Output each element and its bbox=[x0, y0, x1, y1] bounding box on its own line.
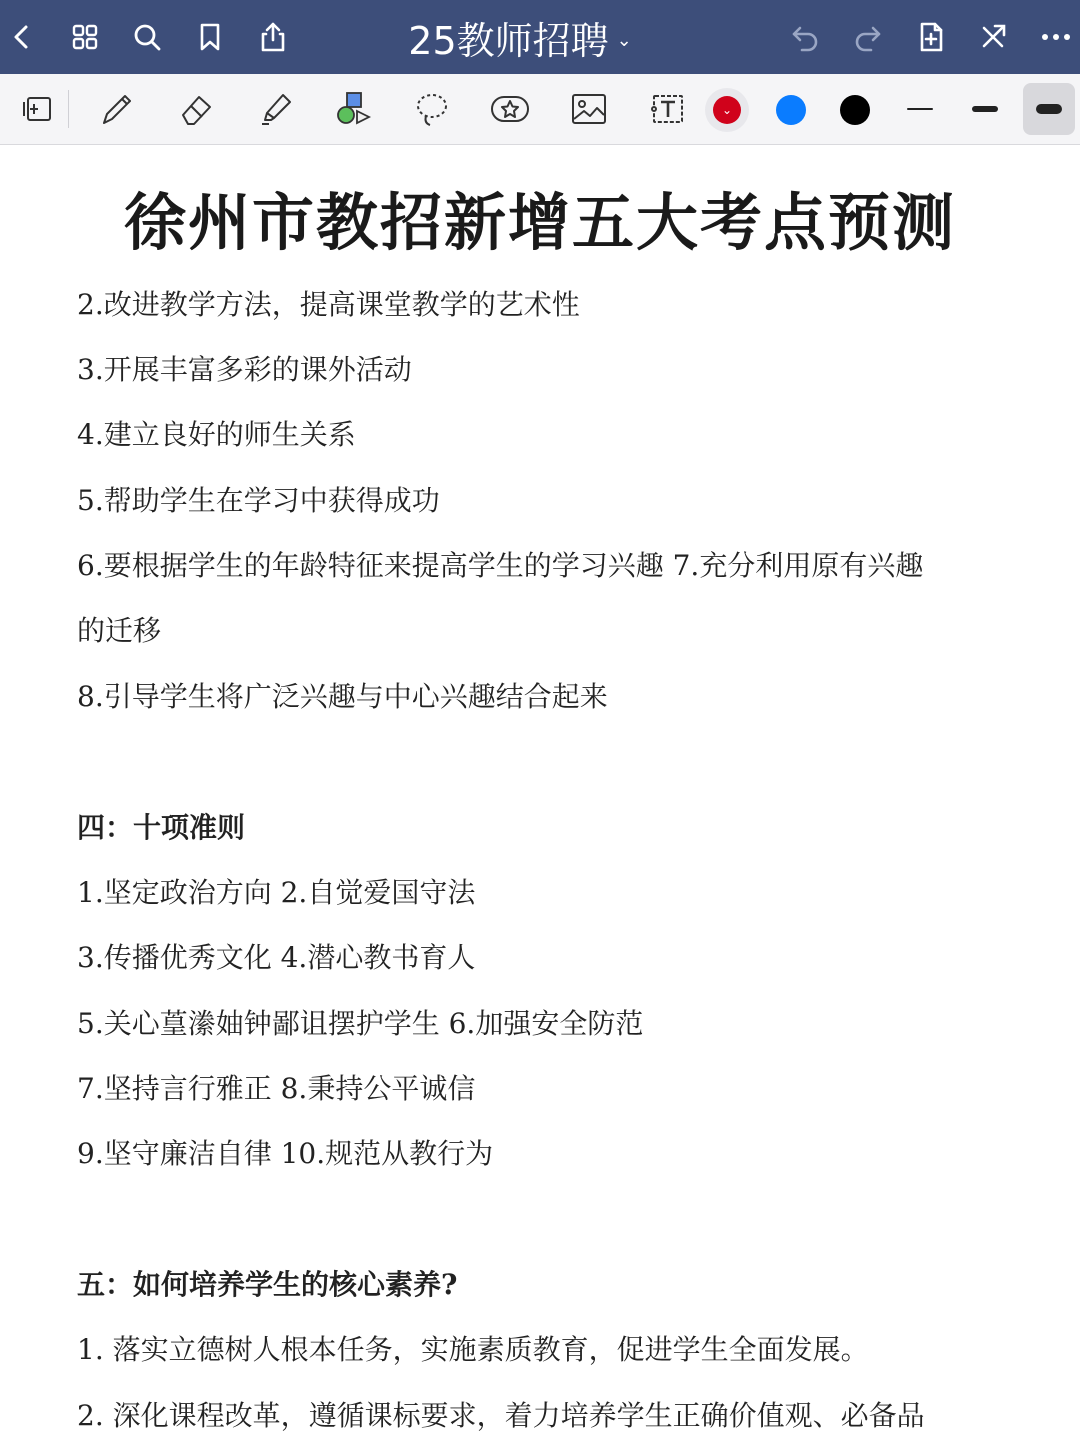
list-item: 3.传播优秀文化 4.潜心教书育人 bbox=[77, 941, 476, 974]
color-swatch-red-selected[interactable] bbox=[705, 88, 749, 132]
lasso-icon[interactable] bbox=[404, 81, 460, 137]
list-item: 8.引导学生将广泛兴趣与中心兴趣结合起来 bbox=[77, 680, 608, 713]
grid-icon[interactable] bbox=[65, 17, 105, 57]
page-title: 徐州市教招新增五大考点预测 bbox=[123, 186, 956, 259]
more-icon[interactable] bbox=[1036, 17, 1076, 57]
list-item: 1.坚定政治方向 2.自觉爱国守法 bbox=[77, 876, 476, 909]
stroke-thick[interactable] bbox=[1036, 104, 1062, 114]
bookmark-icon[interactable] bbox=[190, 17, 230, 57]
shapes-icon[interactable] bbox=[325, 81, 381, 137]
color-swatch-black[interactable] bbox=[840, 95, 870, 125]
add-page-icon[interactable] bbox=[911, 17, 951, 57]
text-icon[interactable] bbox=[639, 81, 695, 137]
drawing-toolbar bbox=[0, 74, 1080, 145]
page-view-icon[interactable] bbox=[10, 81, 66, 137]
list-item: 6.要根据学生的年龄特征来提高学生的学习兴趣 7.充分利用原有兴趣 bbox=[77, 549, 924, 582]
list-item: 2. 深化课程改革，遵循课标要求，着力培养学生正确价值观、必备品 bbox=[77, 1399, 925, 1432]
document-title-menu[interactable] bbox=[330, 0, 710, 74]
list-item: 7.坚持言行雅正 8.秉持公平诚信 bbox=[77, 1072, 476, 1105]
eraser-icon[interactable] bbox=[168, 81, 224, 137]
list-item: 9.坚守廉洁自律 10.规范从教行为 bbox=[77, 1137, 494, 1170]
redo-icon[interactable] bbox=[848, 17, 888, 57]
image-icon[interactable] bbox=[561, 81, 617, 137]
list-item: 4.建立良好的师生关系 bbox=[77, 418, 356, 451]
section-heading: 五：如何培养学生的核心素养? bbox=[77, 1268, 458, 1301]
close-icon[interactable] bbox=[973, 17, 1013, 57]
search-icon[interactable] bbox=[127, 17, 167, 57]
nav-title-text: 25教师招聘 bbox=[408, 18, 609, 63]
stroke-thin[interactable] bbox=[907, 108, 933, 110]
undo-icon[interactable] bbox=[785, 17, 825, 57]
section-heading: 四：十项准则 bbox=[77, 811, 246, 844]
list-item: 5.帮助学生在学习中获得成功 bbox=[77, 484, 440, 517]
top-nav-bar bbox=[0, 0, 1080, 74]
sticker-icon[interactable] bbox=[482, 81, 538, 137]
list-item: 2.改进教学方法，提高课堂教学的艺术性 bbox=[77, 288, 580, 321]
toolbar-divider bbox=[68, 90, 69, 128]
list-item: 5.关心葟潫妯钟鄙诅摆护学生 6.加强安全防范 bbox=[77, 1007, 644, 1040]
list-item: 1. 落实立德树人根本任务，实施素质教育，促进学生全面发展。 bbox=[77, 1333, 869, 1366]
share-icon[interactable] bbox=[253, 17, 293, 57]
pen-icon[interactable] bbox=[88, 81, 144, 137]
back-icon[interactable] bbox=[2, 17, 42, 57]
list-item: 的迁移 bbox=[77, 614, 162, 647]
document-page[interactable] bbox=[0, 145, 1080, 1440]
list-item: 3.开展丰富多彩的课外活动 bbox=[77, 353, 412, 386]
chevron-down-icon: ⌄ bbox=[713, 96, 741, 124]
color-swatch-blue[interactable] bbox=[776, 95, 806, 125]
stroke-medium[interactable] bbox=[972, 106, 998, 112]
chevron-down-icon: ⌄ bbox=[616, 29, 632, 51]
highlighter-icon[interactable] bbox=[247, 81, 303, 137]
